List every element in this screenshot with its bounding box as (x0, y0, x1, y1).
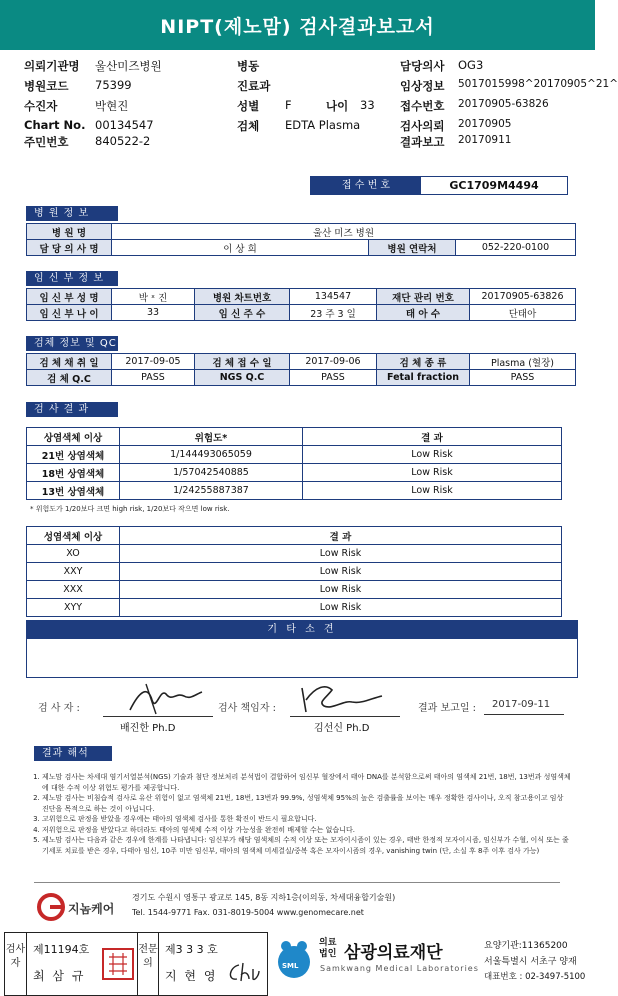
pregnant-weeks-label: 임 신 주 수 (195, 305, 290, 321)
sex-result-value: Low Risk (120, 545, 562, 563)
interpretation-list (22, 772, 572, 856)
other-remarks-box (26, 620, 578, 678)
chief-name: 김선신 Ph.D (314, 723, 370, 734)
risk-value: 1/24255887387 (120, 482, 303, 500)
result-header: 결 과 (303, 428, 562, 446)
repdate-value: 20170911 (458, 134, 512, 146)
risk-note: * 위험도가 1/20보다 크면 high risk, 1/20보다 작으면 low risk. (30, 505, 230, 513)
sex-result-value: Low Risk (120, 581, 562, 599)
hcode-value: 75399 (95, 78, 132, 92)
chart-value: 00134547 (95, 118, 154, 132)
autosome-results-table (26, 427, 562, 500)
org-type: 의료법인 (319, 938, 337, 959)
patient-label: 수진자 (24, 99, 58, 113)
org-address: 서울특별시 서초구 양재 (484, 957, 577, 967)
doctor-label: 담당의사 (400, 59, 445, 73)
report-date-value: 2017-09-11 (492, 699, 551, 710)
hospital-contact-value: 052-220-0100 (456, 240, 576, 256)
accno-label: 접수번호 (400, 99, 445, 113)
hcode-label: 병원코드 (24, 79, 69, 93)
sex-chromosome-header: 성염색체 이상 (27, 527, 120, 545)
list-item: 2. 제노맘 검사는 비침습적 검사로 유산 위험이 없고 염색체 21번, 18번, 13번과 99.9%, 성염색체 95%의 높은 검출률을 보이는 매우 정확한 검사이나, 오직 참고용이고 임상 진단을 목적으로 하는 것이 아닙니다. (42, 793, 572, 814)
list-item: 1. 제노맘 검사는 차세대 염기서열분석(NGS) 기술과 첨단 정보처리 분석법이 결합하여 임신부 혈장에서 태아 DNA를 분석함으로써 태아의 염색체 21번, 18번, 13번과 성염색체에 대한 수적 이상 위험도 평가를 제공합니다. (42, 772, 572, 793)
list-item: 5. 제노맘 검사는 다음과 같은 경우에 한계를 나타냅니다: 임신부가 해당 염색체의 수적 이상 또는 모자이시즘이 있는 경우, 태반 한정적 모자이시즘, 임신부가 수혈, 이식 또는 줄기세포 치료를 받은 경우, 다태아 임신, 10주 미만 임신부, 태아의 염색체 미세결실/중복 혹은 모자이시즘의 경우, vanishing twin (단, 소실 후 8주 이후 검사 가능) (42, 835, 572, 856)
sml-logo-icon (272, 936, 316, 980)
sex-result-value: Low Risk (120, 563, 562, 581)
qc-label: 검 체 Q.C (27, 370, 112, 386)
table-row (27, 482, 562, 500)
risk-value: 1/57042540885 (120, 464, 303, 482)
chromosome-name: 13번 상염색체 (27, 482, 120, 500)
type-label: 검 체 종 류 (377, 354, 470, 370)
specimen-section-title: 검체 정보 및 QC (26, 336, 118, 351)
nipt-report-sheet (8, 162, 588, 732)
pregnant-name-value: 박 ˣ 진 (112, 289, 195, 305)
table-row (27, 581, 562, 599)
table-row (27, 464, 562, 482)
autosome-header: 상염색체 이상 (27, 428, 120, 446)
org-code: 요양기관:11365200 (484, 941, 568, 951)
specimen-value: EDTA Plasma (285, 118, 361, 132)
ff-label: Fetal fraction (377, 370, 470, 386)
receipt-label: 접 수 번 호 (311, 177, 421, 194)
report-date-label: 결과 보고일 : (418, 703, 477, 714)
org-english-name: Samkwang Medical Laboratories (320, 964, 479, 973)
hospital-value: 울산미즈병원 (95, 59, 162, 73)
risk-header: 위험도* (120, 428, 303, 446)
hospital-contact-label: 병원 연락처 (369, 240, 456, 256)
pregnant-weeks-value: 23 주 3 일 (290, 305, 377, 321)
tester-label: 검 사 자 : (38, 703, 80, 714)
specimen-label: 검체 (237, 119, 260, 133)
sex-chromosome-name: XYY (27, 599, 120, 617)
report-title: NIPT(제노맘) 검사결과보고서 (0, 0, 595, 50)
pregnant-foundation-label: 재단 관리 번호 (377, 289, 470, 305)
sex-chromosome-table (26, 526, 562, 617)
repdate-label: 결과보고 (400, 135, 445, 149)
sml-logo-text: SML (282, 962, 299, 970)
pregnant-info-table (26, 288, 576, 321)
chief-signature (296, 680, 386, 716)
result-value: Low Risk (303, 464, 562, 482)
receipt-number (310, 176, 568, 195)
dept-label: 진료과 (237, 79, 271, 93)
list-item: 3. 고위험으로 판정을 받았을 경우에는 태아의 염색체 검사를 통한 확진이 반드시 필요합니다. (42, 814, 572, 825)
sex-label: 성별 (237, 99, 260, 113)
other-remarks-title: 기 타 소 견 (27, 621, 577, 639)
hospital-section-title: 병 원 정 보 (26, 206, 118, 221)
reqdate-value: 20170905 (458, 118, 512, 130)
doctor-value: OG3 (458, 58, 484, 72)
pregnant-fetus-value: 단태아 (470, 305, 576, 321)
company-footer (8, 880, 588, 930)
tester-signature (126, 680, 206, 716)
accno-value: 20170905-63826 (458, 98, 549, 110)
specialist-name: 지 현 영 (165, 969, 218, 983)
seal-stamp-icon (101, 947, 135, 981)
inspector-name: 최 삼 규 (33, 969, 86, 983)
reqdate-label: 검사의뢰 (400, 119, 445, 133)
table-row (27, 545, 562, 563)
sex-chromosome-name: XXY (27, 563, 120, 581)
pregnant-name-label: 임 신 부 성 명 (27, 289, 112, 305)
qc-value: PASS (112, 370, 195, 386)
table-row (27, 563, 562, 581)
inspector-label: 검사자 (5, 933, 27, 995)
org-name: 삼광의료재단 (344, 943, 443, 963)
receipt-value: GC1709M4494 (449, 179, 539, 192)
pregnant-fetus-label: 태 아 수 (377, 305, 470, 321)
specialist-signature (225, 959, 261, 985)
company-address: 경기도 수원시 영통구 광교로 145, 8동 지하1층(이의동, 차세대융합기술원) (132, 893, 396, 902)
sex-chromosome-name: XO (27, 545, 120, 563)
inspector-box (4, 932, 268, 996)
table-row (27, 446, 562, 464)
table-row (27, 599, 562, 617)
interpretation-title: 결과 해석 (34, 746, 112, 761)
pregnant-age-label: 임 신 부 나 이 (27, 305, 112, 321)
sex-result-value: Low Risk (120, 599, 562, 617)
pregnant-foundation-value: 20170905-63826 (470, 289, 576, 305)
pregnant-section-title: 임 신 부 정 보 (26, 271, 118, 286)
hospital-doctor-label: 담 당 의 사 명 (27, 240, 112, 256)
tester-name: 배진한 Ph.D (120, 723, 176, 734)
pregnant-age-value: 33 (112, 305, 195, 321)
rrn-value: 840522-2 (95, 134, 151, 148)
type-value: Plasma (혈장) (470, 354, 576, 370)
list-item: 4. 저위험으로 판정을 받았다고 하더라도 태아의 염색체 수적 이상 가능성을 완전히 배제할 수는 없습니다. (42, 825, 572, 836)
patient-value: 박현진 (95, 99, 129, 113)
chief-label: 검사 책임자 : (218, 703, 277, 714)
sex-result-header: 결 과 (120, 527, 562, 545)
hospital-info-table (26, 223, 576, 256)
patient-info (0, 54, 618, 154)
ngs-value: PASS (290, 370, 377, 386)
rrn-label: 주민번호 (24, 135, 69, 149)
clinical-label: 임상정보 (400, 79, 445, 93)
result-value: Low Risk (303, 482, 562, 500)
sex-chromosome-name: XXX (27, 581, 120, 599)
certification-bar (0, 930, 595, 996)
results-section-title: 검 사 결 과 (26, 402, 118, 417)
hospital-name-label: 병 원 명 (27, 224, 112, 240)
inspector-number: 제11194호 (33, 943, 90, 956)
hospital-name-value: 울산 미즈 병원 (112, 224, 576, 240)
age-value: 33 (360, 98, 375, 112)
hospital-doctor-value: 이 상 희 (112, 240, 369, 256)
collect-label: 검 체 채 취 일 (27, 354, 112, 370)
chart-label: Chart No. (24, 118, 86, 132)
org-phone: 대표번호 : 02-3497-5100 (484, 972, 586, 982)
company-contact: Tel. 1544-9771 Fax. 031-8019-5004 www.genomecare.net (132, 908, 364, 917)
risk-value: 1/144493065059 (120, 446, 303, 464)
ngs-label: NGS Q.C (195, 370, 290, 386)
result-value: Low Risk (303, 446, 562, 464)
ward-label: 병동 (237, 59, 260, 73)
hospital-label: 의뢰기관명 (24, 59, 80, 73)
receive-value: 2017-09-06 (290, 354, 377, 370)
genomecare-logo-icon (36, 892, 66, 922)
specimen-info-table (26, 353, 576, 386)
collect-value: 2017-09-05 (112, 354, 195, 370)
specialist-number: 제3 3 3 호 (165, 943, 218, 956)
clinical-value: 5017015998^20170905^21^ (458, 78, 618, 90)
ff-value: PASS (470, 370, 576, 386)
pregnant-chart-value: 134547 (290, 289, 377, 305)
sex-value: F (285, 98, 292, 112)
specialist-label: 전문의 (137, 933, 159, 995)
receive-label: 검 체 접 수 일 (195, 354, 290, 370)
pregnant-chart-label: 병원 차트번호 (195, 289, 290, 305)
chromosome-name: 18번 상염색체 (27, 464, 120, 482)
company-logo-text: 지놈케어 (68, 902, 115, 916)
chromosome-name: 21번 상염색체 (27, 446, 120, 464)
age-label: 나이 (326, 99, 349, 113)
